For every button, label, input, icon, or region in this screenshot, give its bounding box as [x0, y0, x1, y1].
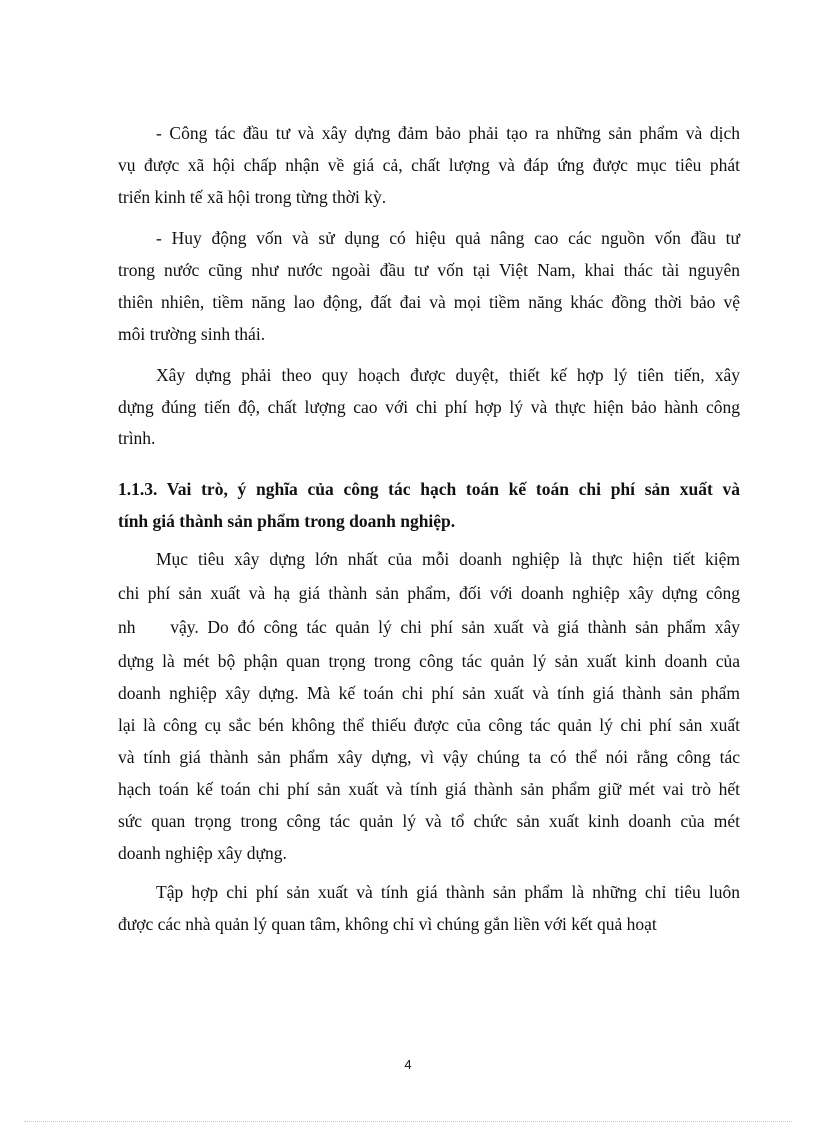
- paragraph-3-line-3: trình.: [118, 428, 156, 448]
- paragraph-1-line-3: triển kinh tế xã hội trong từng thời kỳ.: [118, 187, 387, 207]
- paragraph-4-line-7: và tính giá thành sản phẩm xây dựng, vì vậy chúng ta có thể nói rằng công tác: [118, 747, 740, 767]
- paragraph-4-line-5: doanh nghiệp xây dựng. Mà kế toán chi phí sản xuất và tính giá thành sản phẩm: [118, 683, 740, 703]
- paragraph-4-line-9: sức quan trọng trong công tác quản lý và tổ chức sản xuất kinh doanh của mét: [118, 811, 740, 831]
- paragraph-5-line-2: được các nhà quản lý quan tâm, không chỉ vì chúng gắn liền với kết quả hoạt: [118, 914, 657, 934]
- paragraph-2-line-4: môi trường sinh thái.: [118, 324, 266, 344]
- paragraph-2-line-3: thiên nhiên, tiềm năng lao động, đất đai và mọi tiềm năng khác đồng thời bảo vệ: [118, 292, 740, 312]
- paragraph-1-line-2: vụ được xã hội chấp nhận về giá cả, chất lượng và đáp ứng được mục tiêu phát: [118, 155, 740, 175]
- page-number: 4: [404, 1057, 412, 1072]
- paragraph-4-line-1: Mục tiêu xây dựng lớn nhất của mỗi doanh nghiệp là thực hiện tiết kiệm: [156, 549, 740, 569]
- paragraph-4-line-10: doanh nghiệp xây dựng.: [118, 843, 287, 863]
- paragraph-4-line-8: hạch toán kế toán chi phí sản xuất và tính giá thành sản phẩm giữ mét vai trò hết: [118, 779, 740, 799]
- page-bottom-divider: [24, 1121, 792, 1122]
- paragraph-4-line-2: chi phí sản xuất và hạ giá thành sản phẩm, đối với doanh nghiệp xây dựng công: [118, 583, 740, 603]
- paragraph-3-line-2: dựng đúng tiến độ, chất lượng cao với chi phí hợp lý và thực hiện bảo hành công: [118, 397, 740, 417]
- paragraph-2-line-2: trong nước cũng như nước ngoài đầu tư vốn tại Việt Nam, khai thác tài nguyên: [118, 260, 740, 280]
- paragraph-5-line-1: Tập hợp chi phí sản xuất và tính giá thành sản phẩm là những chỉ tiêu luôn: [156, 882, 740, 902]
- paragraph-3-line-1: Xây dựng phải theo quy hoạch được duyệt, thiết kế hợp lý tiên tiến, xây: [156, 365, 740, 385]
- paragraph-4-line-4: dựng là mét bộ phận quan trọng trong công tác quản lý sản xuất kinh doanh của: [118, 651, 740, 671]
- paragraph-4-line-6: lại là công cụ sắc bén không thể thiếu được của công tác quản lý chi phí sản xuất: [118, 715, 740, 735]
- section-heading-line-1: 1.1.3. Vai trò, ý nghĩa của công tác hạch toán kế toán chi phí sản xuất và: [118, 479, 740, 499]
- section-heading-line-2: tính giá thành sản phẩm trong doanh nghiệp.: [118, 511, 456, 531]
- paragraph-1-line-1: - Công tác đầu tư và xây dựng đảm bảo phải tạo ra những sản phẩm và dịch: [156, 123, 740, 143]
- paragraph-4-line-3: nh vậy. Do đó công tác quản lý chi phí sản xuất và giá thành sản phẩm xây: [118, 617, 740, 637]
- paragraph-2-line-1: - Huy động vốn và sử dụng có hiệu quả nâng cao các nguồn vốn đầu tư: [156, 228, 740, 248]
